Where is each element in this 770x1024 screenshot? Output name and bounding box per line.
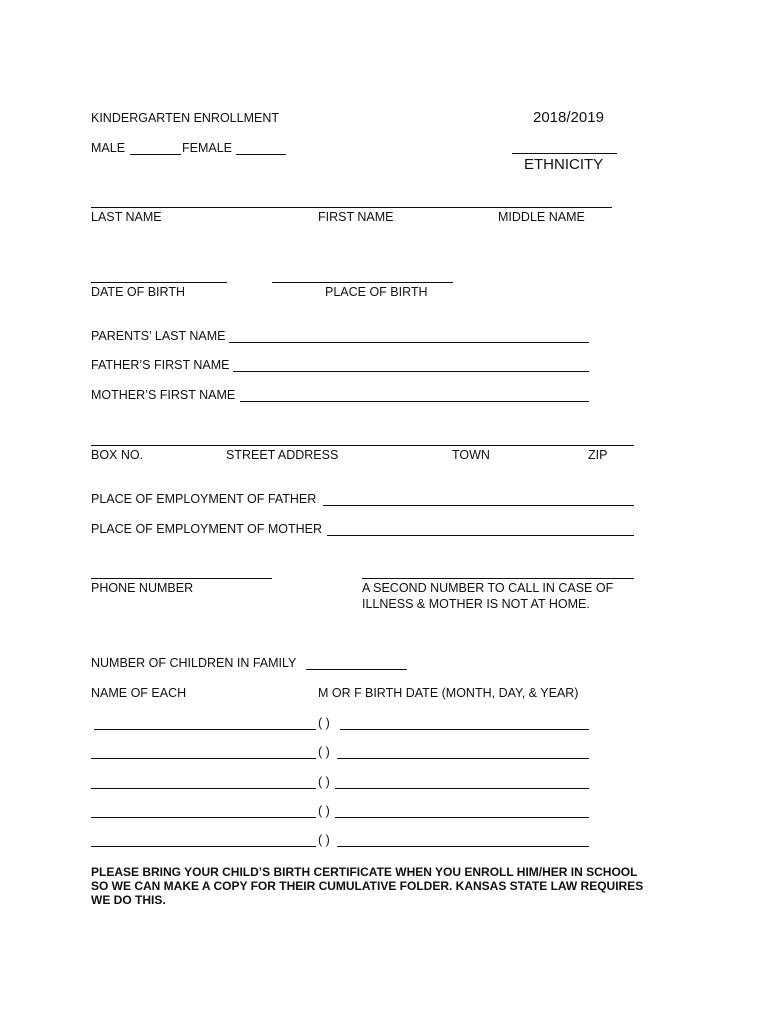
child-sex-paren[interactable]: ( ) — [318, 833, 330, 847]
father-employment-label: PLACE OF EMPLOYMENT OF FATHER — [91, 492, 317, 506]
parents-last-name-blank[interactable] — [229, 342, 589, 343]
first-name-label: FIRST NAME — [318, 210, 394, 224]
children-count-label: NUMBER OF CHILDREN IN FAMILY — [91, 656, 297, 670]
second-number-label-line1: A SECOND NUMBER TO CALL IN CASE OF — [362, 581, 614, 595]
parents-last-name-label: PARENTS’ LAST NAME — [91, 329, 226, 343]
date-of-birth-label: DATE OF BIRTH — [91, 285, 185, 299]
form-title: KINDERGARTEN ENROLLMENT — [91, 111, 279, 125]
mother-employment-blank[interactable] — [327, 535, 634, 536]
ethnicity-label: ETHNICITY — [524, 156, 604, 173]
father-employment-blank[interactable] — [323, 505, 634, 506]
notice-line-1: PLEASE BRING YOUR CHILD’S BIRTH CERTIFICATE WHEN YOU ENROLL HIM/HER IN SCHOOL — [91, 865, 638, 879]
child-sex-paren[interactable]: ( ) — [318, 716, 330, 730]
male-label: MALE — [91, 141, 126, 155]
town-label: TOWN — [452, 448, 490, 462]
school-year: 2018/2019 — [533, 109, 604, 126]
place-of-birth-blank[interactable] — [272, 282, 453, 283]
children-count-blank[interactable] — [306, 669, 407, 670]
name-of-each-header: NAME OF EACH — [91, 686, 187, 700]
child-name-blank[interactable] — [91, 788, 316, 789]
father-first-name-label: FATHER’S FIRST NAME — [91, 358, 230, 372]
mother-employment-label: PLACE OF EMPLOYMENT OF MOTHER — [91, 522, 323, 536]
full-name-blank[interactable] — [91, 207, 612, 208]
notice-line-2: SO WE CAN MAKE A COPY FOR THEIR CUMULATIVE FOLDER. KANSAS STATE LAW REQUIRES — [91, 879, 644, 893]
phone-number-blank[interactable] — [91, 578, 272, 579]
child-name-blank[interactable] — [94, 729, 316, 730]
child-sex-paren[interactable]: ( ) — [318, 775, 330, 789]
middle-name-label: MIDDLE NAME — [498, 210, 585, 224]
second-number-blank[interactable] — [362, 578, 634, 579]
child-name-blank[interactable] — [91, 817, 316, 818]
child-birth-date-blank[interactable] — [337, 758, 589, 759]
mother-first-name-label: MOTHER’S FIRST NAME — [91, 388, 236, 402]
ethnicity-blank[interactable] — [512, 153, 617, 154]
mother-first-name-blank[interactable] — [240, 401, 589, 402]
date-of-birth-blank[interactable] — [91, 282, 227, 283]
second-number-label-line2: ILLNESS & MOTHER IS NOT AT HOME. — [362, 597, 590, 611]
street-address-label: STREET ADDRESS — [226, 448, 339, 462]
female-label: FEMALE — [182, 141, 233, 155]
notice-line-3: WE DO THIS. — [91, 893, 166, 907]
father-first-name-blank[interactable] — [233, 371, 589, 372]
male-blank[interactable] — [130, 154, 181, 155]
birth-date-header: BIRTH DATE (MONTH, DAY, & YEAR) — [365, 686, 579, 700]
child-birth-date-blank[interactable] — [337, 846, 589, 847]
child-name-blank[interactable] — [91, 846, 316, 847]
child-birth-date-blank[interactable] — [335, 817, 589, 818]
phone-number-label: PHONE NUMBER — [91, 581, 194, 595]
address-blank[interactable] — [91, 445, 634, 446]
box-number-label: BOX NO. — [91, 448, 144, 462]
last-name-label: LAST NAME — [91, 210, 162, 224]
child-sex-paren[interactable]: ( ) — [318, 804, 330, 818]
m-or-f-header: M OR F — [318, 686, 362, 700]
female-blank[interactable] — [236, 154, 286, 155]
child-birth-date-blank[interactable] — [340, 729, 589, 730]
child-sex-paren[interactable]: ( ) — [318, 745, 330, 759]
zip-label: ZIP — [588, 448, 608, 462]
place-of-birth-label: PLACE OF BIRTH — [325, 285, 428, 299]
child-birth-date-blank[interactable] — [335, 788, 589, 789]
child-name-blank[interactable] — [91, 758, 316, 759]
